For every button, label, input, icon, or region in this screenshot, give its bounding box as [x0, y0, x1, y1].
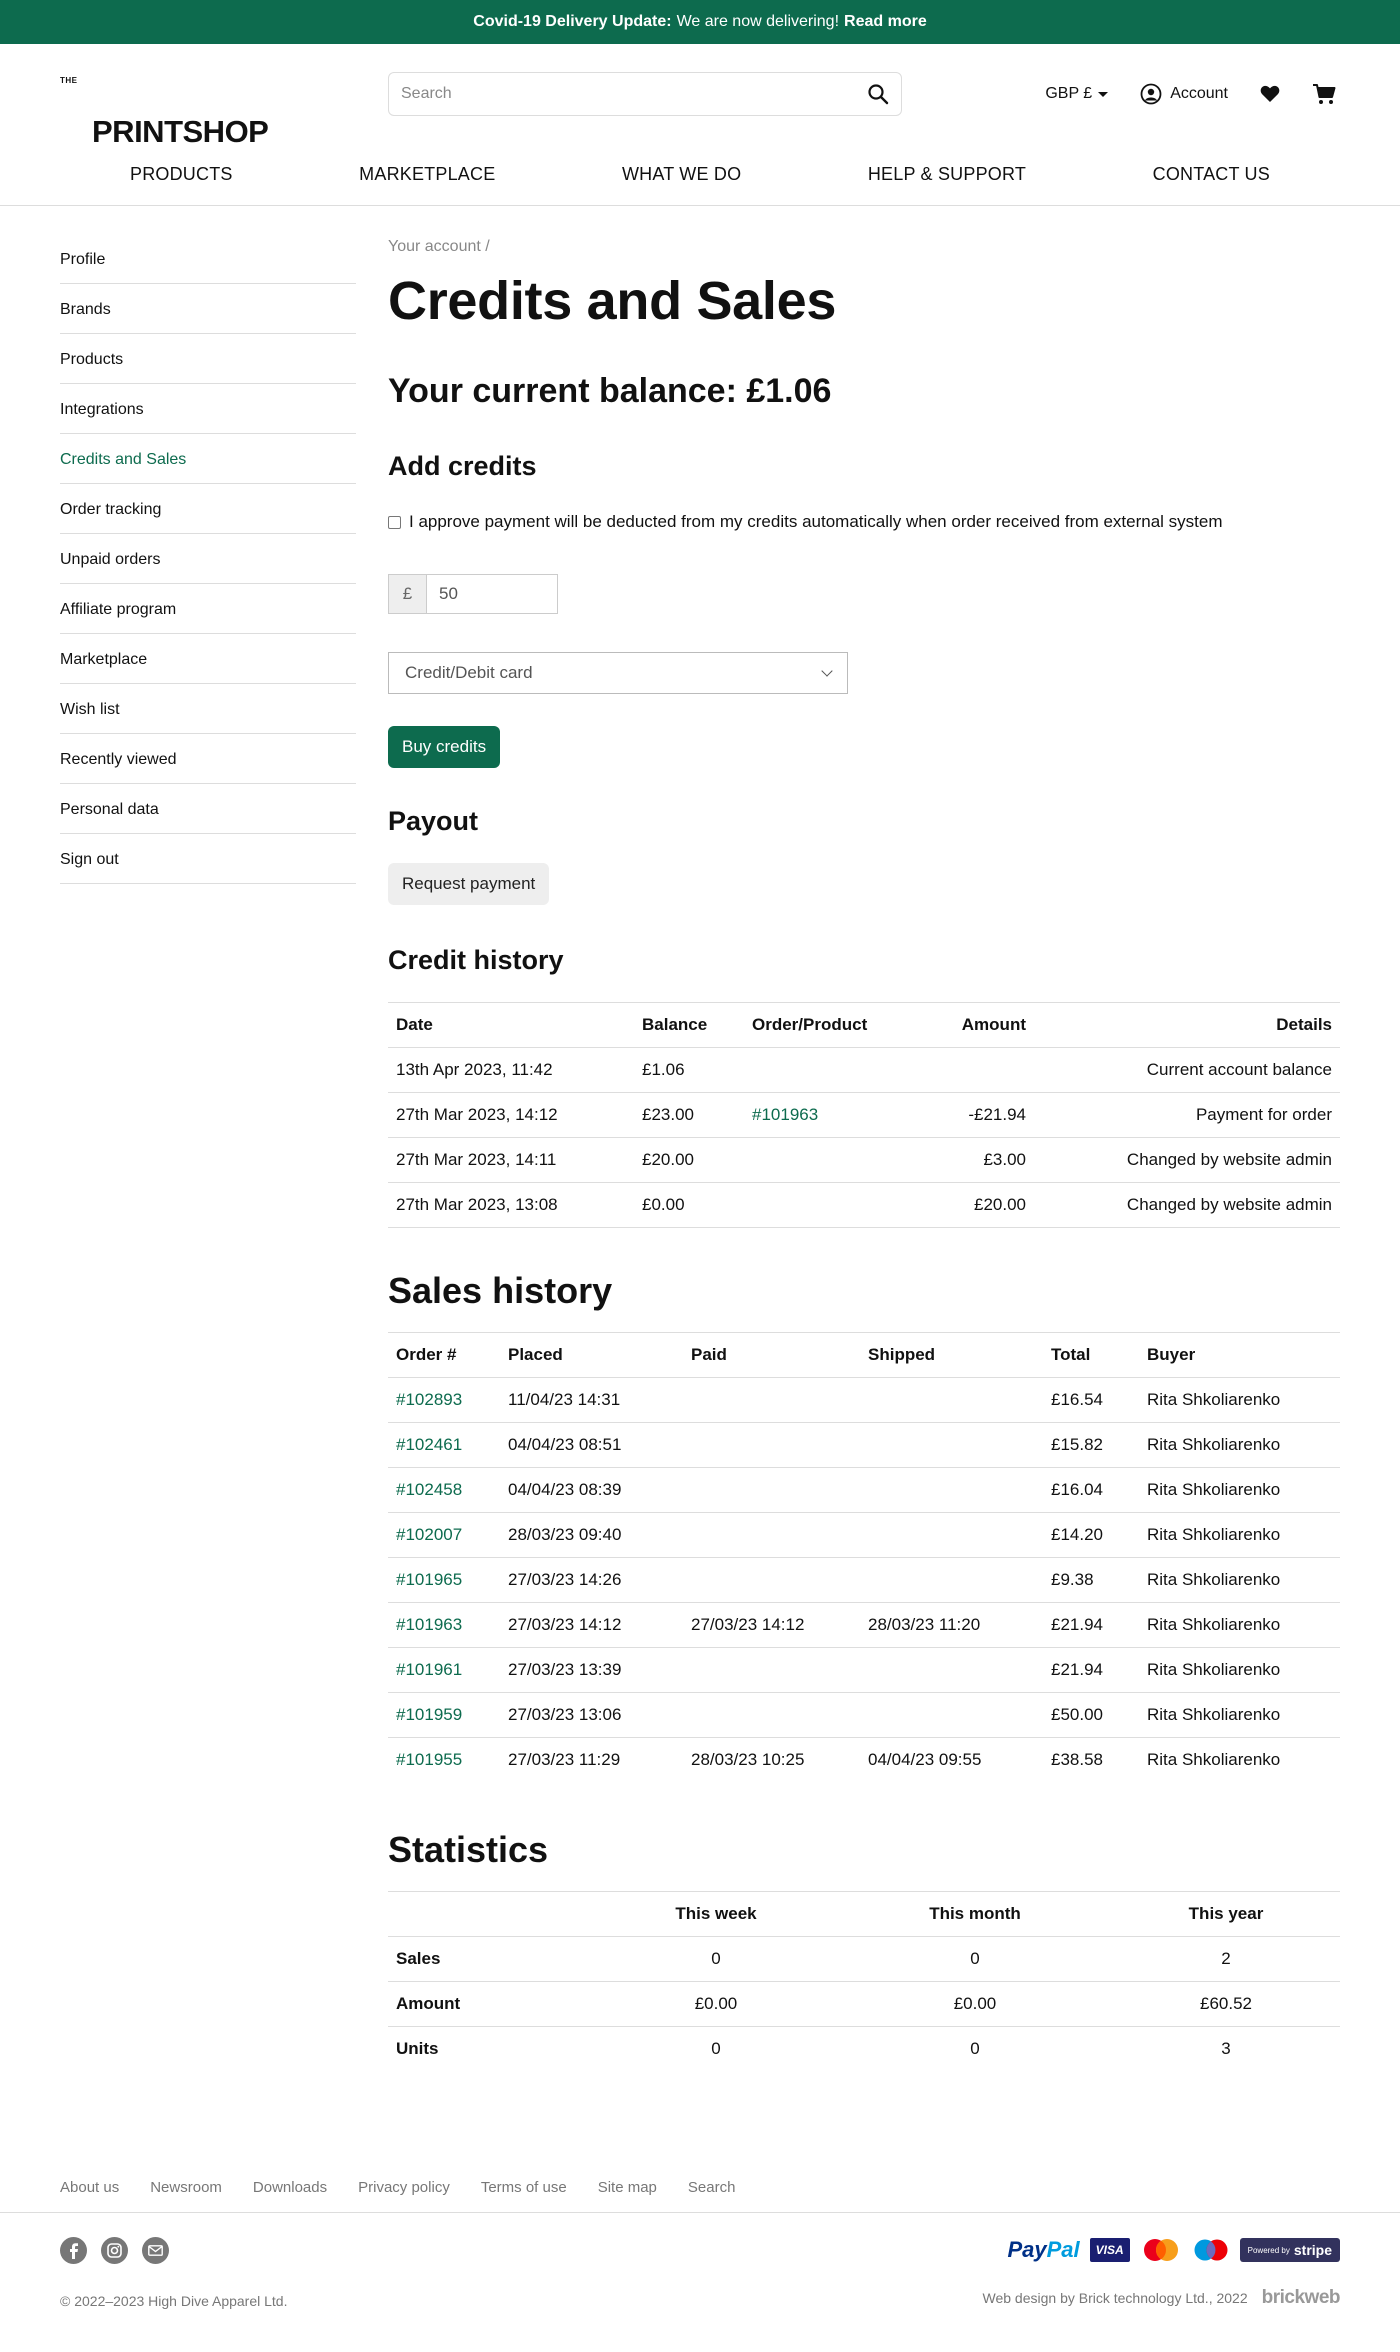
sidebar-item-wish-list[interactable]: Wish list — [60, 684, 356, 734]
cell-shipped: 04/04/23 09:55 — [868, 1750, 982, 1770]
table-row — [388, 1183, 1340, 1228]
table-row — [388, 1048, 1340, 1093]
cell-paid — [683, 1423, 860, 1468]
paypal-logo-a: Pay — [1007, 2237, 1047, 2262]
credit-amount-input[interactable]: 50 — [426, 574, 558, 614]
stripe-badge — [1240, 2238, 1340, 2262]
cell-shipped: 28/03/23 11:20 — [860, 1603, 1043, 1648]
cell-total: £21.94 — [1043, 1603, 1139, 1648]
col-details: Details — [1034, 1003, 1340, 1048]
cell-date: 27th Mar 2023, 13:08 — [388, 1183, 634, 1228]
footer-link-privacy-policy[interactable]: Privacy policy — [358, 2179, 450, 2196]
cell-placed: 27/03/23 14:26 — [500, 1558, 683, 1603]
cell-placed: 27/03/23 11:29 — [508, 1750, 621, 1770]
brickweb-logo[interactable]: brickweb — [1261, 2287, 1340, 2308]
table-row — [388, 2026, 1340, 2071]
logo-small: THE — [60, 76, 78, 85]
table-row — [388, 1423, 1340, 1468]
table-header-row — [388, 1003, 1340, 1048]
social-links — [60, 2237, 169, 2264]
mastercard-logo — [1140, 2237, 1182, 2263]
cell-total: £50.00 — [1043, 1693, 1139, 1738]
table-row — [388, 1558, 1340, 1603]
footer-link-site-map[interactable]: Site map — [597, 2179, 657, 2196]
sidebar-item-products[interactable]: Products — [60, 334, 356, 384]
cell-total: £21.94 — [1043, 1648, 1139, 1693]
cell-date: 13th Apr 2023, 11:42 — [388, 1048, 634, 1093]
cell-shipped — [860, 1423, 1043, 1468]
cell-shipped — [860, 1693, 1043, 1738]
footer-link-terms-of-use[interactable]: Terms of use — [480, 2179, 567, 2196]
search-icon[interactable] — [867, 83, 889, 105]
footer-link-search[interactable]: Search — [687, 2179, 736, 2196]
row-label: Amount — [388, 1981, 594, 2026]
credit-history-heading: Credit history — [388, 945, 564, 975]
col-balance: Balance — [634, 1003, 744, 1048]
cell-year: £60.52 — [1112, 1981, 1340, 2026]
banner-read-more-link[interactable]: Read more — [844, 13, 927, 30]
col-shipped: Shipped — [860, 1333, 1043, 1378]
cell-details: Changed by website admin — [1034, 1138, 1340, 1183]
cell-details: Payment for order — [1034, 1093, 1340, 1138]
footer-link-newsroom[interactable]: Newsroom — [150, 2179, 222, 2196]
row-label: Units — [396, 2038, 439, 2058]
buy-credits-button[interactable]: Buy credits — [388, 726, 500, 768]
cell-paid — [683, 1468, 860, 1513]
design-credit-link[interactable]: Web design by Brick technology Ltd., 2022 — [982, 2290, 1248, 2306]
col-placed: Placed — [500, 1333, 683, 1378]
cell-total: £38.58 — [1051, 1750, 1103, 1770]
cell-month: 0 — [970, 2038, 980, 2058]
credit-history-table — [388, 1002, 1340, 1228]
cell-paid — [683, 1558, 860, 1603]
cell-total: £14.20 — [1043, 1513, 1139, 1558]
search-input[interactable] — [401, 85, 867, 103]
cell-amount: £3.00 — [924, 1138, 1034, 1183]
col-amount: Amount — [924, 1003, 1034, 1048]
cell-total: £16.54 — [1043, 1378, 1139, 1423]
request-payment-button[interactable]: Request payment — [388, 863, 549, 905]
payout-heading: Payout — [388, 806, 479, 836]
approve-checkbox[interactable] — [388, 516, 401, 529]
cell-buyer: Rita Shkoliarenko — [1139, 1468, 1340, 1513]
cell-placed: 28/03/23 09:40 — [500, 1513, 683, 1558]
account-link[interactable] — [1140, 83, 1228, 105]
table-row — [388, 1648, 1340, 1693]
sidebar-item-sign-out[interactable]: Sign out — [60, 834, 356, 884]
heart-icon[interactable] — [1260, 85, 1280, 103]
nav-products[interactable]: PRODUCTS — [130, 164, 233, 184]
current-balance: Your current balance: £1.06 — [388, 372, 832, 410]
cell-amount: -£21.94 — [924, 1093, 1034, 1138]
currency-prefix: £ — [388, 574, 426, 614]
breadcrumb[interactable]: Your account / — [388, 238, 490, 255]
cell-shipped — [860, 1558, 1043, 1603]
order-link[interactable]: #102461 — [396, 1435, 463, 1454]
cell-paid — [683, 1513, 860, 1558]
order-link[interactable]: #101963 — [752, 1105, 819, 1124]
cell-order — [744, 1138, 924, 1183]
cell-month: 0 — [838, 1936, 1112, 1981]
sidebar-item-personal-data[interactable]: Personal data — [60, 784, 356, 834]
design-credit — [983, 2287, 1341, 2309]
table-row — [388, 1981, 1340, 2026]
cell-week: £0.00 — [594, 1981, 838, 2026]
table-row — [388, 1138, 1340, 1183]
cell-paid: 27/03/23 14:12 — [683, 1603, 860, 1648]
add-credits-heading: Add credits — [388, 451, 537, 481]
chevron-down-icon — [821, 665, 832, 676]
cell-year: 3 — [1221, 2038, 1231, 2058]
facebook-icon[interactable] — [60, 2237, 87, 2264]
cell-week: 0 — [711, 2038, 721, 2058]
cell-buyer: Rita Shkoliarenko — [1139, 1648, 1340, 1693]
cell-buyer: Rita Shkoliarenko — [1139, 1603, 1340, 1648]
nav-marketplace[interactable]: MARKETPLACE — [359, 164, 496, 184]
cell-order — [744, 1183, 924, 1228]
sidebar-item-integrations[interactable]: Integrations — [60, 384, 356, 434]
col-this-week: This week — [594, 1891, 838, 1936]
instagram-icon[interactable] — [101, 2237, 128, 2264]
nav-what-we-do[interactable]: WHAT WE DO — [621, 164, 742, 184]
payment-method-value: Credit/Debit card — [405, 663, 533, 682]
logo-main: PRINTSHOP — [92, 114, 269, 149]
nav-help-support[interactable]: HELP & SUPPORT — [867, 164, 1027, 184]
cell-amount — [924, 1048, 1034, 1093]
cell-buyer: Rita Shkoliarenko — [1139, 1558, 1340, 1603]
sidebar-item-affiliate-program[interactable]: Affiliate program — [60, 584, 356, 634]
maestro-logo — [1192, 2237, 1230, 2263]
cell-paid — [683, 1648, 860, 1693]
delivery-banner — [0, 0, 1400, 44]
table-row — [388, 1936, 1340, 1981]
cell-year: 2 — [1112, 1936, 1340, 1981]
approve-row — [388, 512, 1340, 532]
cell-total: £16.04 — [1043, 1468, 1139, 1513]
cell-date: 27th Mar 2023, 14:12 — [388, 1093, 634, 1138]
cell-placed: 04/04/23 08:39 — [500, 1468, 683, 1513]
col-this-month: This month — [838, 1891, 1112, 1936]
order-link[interactable]: #101955 — [396, 1750, 463, 1770]
cell-balance: £1.06 — [634, 1048, 744, 1093]
order-link[interactable]: #101961 — [396, 1660, 463, 1679]
page-title: Credits and Sales — [388, 271, 837, 331]
table-row — [388, 1603, 1340, 1648]
statistics-heading: Statistics — [388, 1828, 549, 1870]
banner-bold: Covid-19 Delivery Update: — [473, 13, 672, 30]
cell-paid: 28/03/23 10:25 — [691, 1750, 805, 1770]
search-box — [388, 72, 902, 116]
cell-placed: 27/03/23 14:12 — [500, 1603, 683, 1648]
main-nav — [0, 144, 1400, 206]
cell-details: Current account balance — [1034, 1048, 1340, 1093]
paypal-logo — [1007, 2237, 1079, 2263]
col-this-year: This year — [1112, 1891, 1340, 1936]
sidebar-item-marketplace[interactable]: Marketplace — [60, 634, 356, 684]
cell-month: £0.00 — [838, 1981, 1112, 2026]
order-link[interactable]: #102458 — [396, 1480, 463, 1499]
sidebar-item-order-tracking[interactable]: Order tracking — [60, 484, 356, 534]
stripe-small: Powered by — [1247, 2245, 1290, 2255]
account-label: Account — [1170, 85, 1228, 102]
user-circle-icon — [1140, 83, 1162, 105]
table-header-row — [388, 1333, 1340, 1378]
order-link[interactable]: #101965 — [396, 1570, 463, 1589]
table-row — [388, 1693, 1340, 1738]
site-header — [0, 44, 1400, 149]
credit-amount-group — [388, 574, 558, 614]
cell-buyer: Rita Shkoliarenko — [1147, 1750, 1281, 1770]
footer-link-downloads[interactable]: Downloads — [252, 2179, 328, 2196]
col-total: Total — [1043, 1333, 1139, 1378]
cell-amount: £20.00 — [924, 1183, 1034, 1228]
cell-paid — [683, 1378, 860, 1423]
order-link[interactable]: #102893 — [396, 1390, 463, 1409]
paypal-logo-b: Pal — [1046, 2237, 1080, 2262]
nav-contact-us[interactable]: CONTACT US — [1152, 164, 1270, 184]
table-header-row — [388, 1891, 1340, 1936]
col-buyer: Buyer — [1139, 1333, 1340, 1378]
payment-logos — [1007, 2237, 1340, 2263]
cart-icon[interactable] — [1312, 83, 1336, 105]
main-content — [388, 206, 1340, 2071]
sales-history-heading: Sales history — [388, 1270, 613, 1311]
row-label: Sales — [388, 1936, 594, 1981]
col-date: Date — [388, 1003, 634, 1048]
cell-buyer: Rita Shkoliarenko — [1139, 1513, 1340, 1558]
sales-history-table — [388, 1332, 1340, 1783]
cell-shipped — [860, 1648, 1043, 1693]
cell-placed: 11/04/23 14:31 — [500, 1378, 683, 1423]
copyright: © 2022–2023 High Dive Apparel Ltd. — [60, 2293, 288, 2309]
cell-order — [744, 1048, 924, 1093]
table-row — [388, 1093, 1340, 1138]
cell-shipped — [860, 1378, 1043, 1423]
cell-shipped — [860, 1468, 1043, 1513]
col-order-product: Order/Product — [744, 1003, 924, 1048]
footer-links — [0, 2175, 1400, 2213]
cell-buyer: Rita Shkoliarenko — [1139, 1378, 1340, 1423]
statistics-table — [388, 1891, 1340, 2072]
cell-balance: £23.00 — [634, 1093, 744, 1138]
cell-placed: 27/03/23 13:39 — [500, 1648, 683, 1693]
order-link[interactable]: #101963 — [396, 1615, 463, 1634]
sidebar-item-unpaid-orders[interactable]: Unpaid orders — [60, 534, 356, 584]
sidebar-item-brands[interactable]: Brands — [60, 284, 356, 334]
approve-label: I approve payment will be deducted from my credits automatically when order received from external system — [409, 512, 1223, 531]
sidebar-item-recently-viewed[interactable]: Recently viewed — [60, 734, 356, 784]
sidebar-item-profile[interactable]: Profile — [60, 234, 356, 284]
sidebar-item-credits-and-sales[interactable]: Credits and Sales — [60, 434, 356, 484]
table-row — [388, 1738, 1340, 1783]
col-order: Order # — [388, 1333, 500, 1378]
cell-week: 0 — [594, 1936, 838, 1981]
currency-label: GBP £ — [1045, 85, 1093, 102]
stripe-big: stripe — [1293, 2242, 1332, 2258]
cell-placed: 27/03/23 13:06 — [500, 1693, 683, 1738]
order-link[interactable]: #102007 — [396, 1525, 463, 1544]
cell-placed: 04/04/23 08:51 — [500, 1423, 683, 1468]
payment-method-select[interactable] — [388, 652, 848, 694]
currency-selector[interactable] — [1045, 85, 1108, 103]
caret-down-icon — [1098, 92, 1108, 97]
col-paid: Paid — [683, 1333, 860, 1378]
table-row — [388, 1513, 1340, 1558]
cell-details: Changed by website admin — [1034, 1183, 1340, 1228]
cell-shipped — [860, 1513, 1043, 1558]
table-row — [388, 1468, 1340, 1513]
logo[interactable] — [60, 74, 270, 149]
cell-date: 27th Mar 2023, 14:11 — [388, 1138, 634, 1183]
cell-buyer: Rita Shkoliarenko — [1139, 1423, 1340, 1468]
footer-bottom — [0, 2213, 1400, 2333]
col-blank — [388, 1891, 594, 1936]
cell-buyer: Rita Shkoliarenko — [1139, 1693, 1340, 1738]
cell-total: £9.38 — [1043, 1558, 1139, 1603]
visa-logo: VISA — [1090, 2238, 1130, 2262]
banner-text: We are now delivering! — [676, 13, 840, 30]
email-icon[interactable] — [142, 2237, 169, 2264]
cell-balance: £20.00 — [634, 1138, 744, 1183]
cell-balance: £0.00 — [634, 1183, 744, 1228]
cell-total: £15.82 — [1043, 1423, 1139, 1468]
order-link[interactable]: #101959 — [396, 1705, 463, 1724]
account-sidebar — [60, 206, 356, 2071]
cell-paid — [683, 1693, 860, 1738]
table-row — [388, 1378, 1340, 1423]
footer-link-about-us[interactable]: About us — [60, 2179, 120, 2196]
